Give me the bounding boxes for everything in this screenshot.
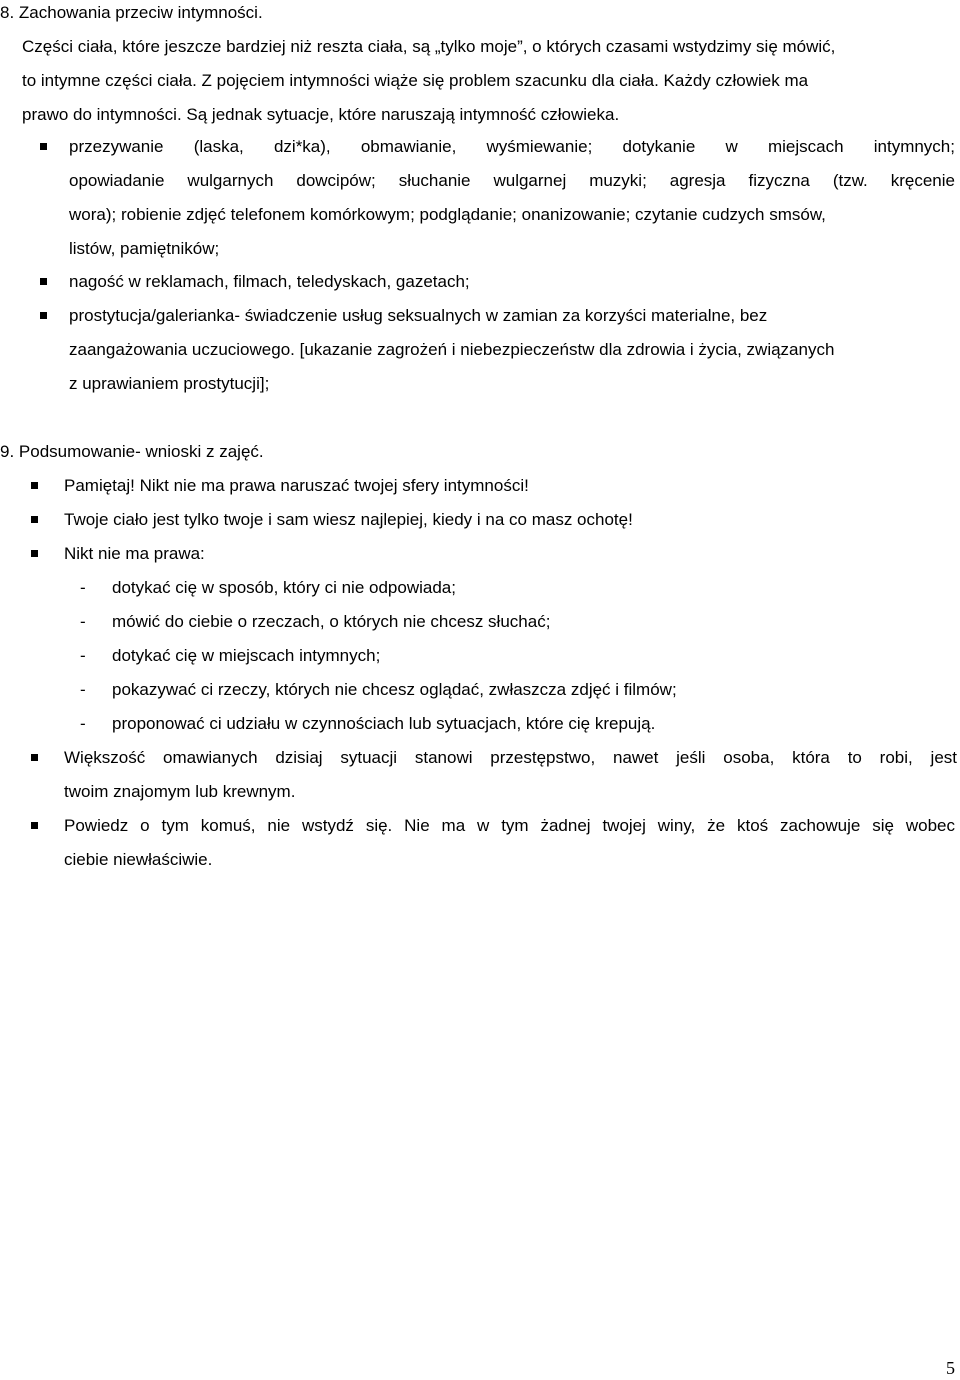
square-bullet-icon bbox=[31, 516, 38, 523]
dash-marker: - bbox=[80, 680, 86, 699]
summary-bullet-5-line: ciebie niewłaściwie. bbox=[64, 850, 213, 869]
summary-bullet-2: Twoje ciało jest tylko twoje i sam wiesz najlepiej, kiedy i na co masz ochotę! bbox=[64, 510, 633, 529]
square-bullet-icon bbox=[31, 550, 38, 557]
section-9-heading: 9. Podsumowanie- wnioski z zajęć. bbox=[0, 442, 264, 461]
square-bullet-icon bbox=[40, 278, 47, 285]
bullet-text-line: prostytucja/galerianka- świadczenie usług seksualnych w zamian za korzyści materialne, bez bbox=[69, 306, 768, 325]
dash-item-4: pokazywać ci rzeczy, których nie chcesz oglądać, zwłaszcza zdjęć i filmów; bbox=[112, 680, 677, 699]
dash-item-5: proponować ci udziału w czynnościach lub sytuacjach, które cię krepują. bbox=[112, 714, 656, 733]
summary-bullet-5-line: Powiedz o tym komuś, nie wstydź się. Nie ma w tym żadnej twojej winy, że ktoś zachowuje się wobec bbox=[64, 816, 955, 835]
dash-item-2: mówić do ciebie o rzeczach, o których nie chcesz słuchać; bbox=[112, 612, 551, 631]
bullet-text-line: zaangażowania uczuciowego. [ukazanie zagrożeń i niebezpieczeństw dla zdrowia i życia, związanych bbox=[69, 340, 835, 359]
square-bullet-icon bbox=[31, 482, 38, 489]
dash-marker: - bbox=[80, 714, 86, 733]
square-bullet-icon bbox=[40, 312, 47, 319]
dash-marker: - bbox=[80, 612, 86, 631]
summary-bullet-4-line: twoim znajomym lub krewnym. bbox=[64, 782, 296, 801]
page-number: 5 bbox=[946, 1358, 955, 1378]
dash-marker: - bbox=[80, 578, 86, 597]
bullet-text-line: nagość w reklamach, filmach, teledyskach, gazetach; bbox=[69, 272, 470, 291]
summary-bullet-1: Pamiętaj! Nikt nie ma prawa naruszać twojej sfery intymności! bbox=[64, 476, 529, 495]
dash-item-3: dotykać cię w miejscach intymnych; bbox=[112, 646, 381, 665]
dash-item-1: dotykać cię w sposób, który ci nie odpowiada; bbox=[112, 578, 456, 597]
intro-line-3: prawo do intymności. Są jednak sytuacje, które naruszają intymność człowieka. bbox=[22, 105, 620, 124]
square-bullet-icon bbox=[31, 754, 38, 761]
bullet-text-line: wora); robienie zdjęć telefonem komórkowym; podglądanie; onanizowanie; czytanie cudzych smsów, bbox=[69, 205, 826, 224]
intro-line-1: Części ciała, które jeszcze bardziej niż reszta ciała, są „tylko moje”, o których czasami wstydzimy się mówić, bbox=[22, 37, 836, 56]
square-bullet-icon bbox=[40, 143, 47, 150]
summary-bullet-4-line: Większość omawianych dzisiaj sytuacji stanowi przestępstwo, nawet jeśli osoba, która to robi, jest bbox=[64, 748, 957, 767]
bullet-text-line: z uprawianiem prostytucji]; bbox=[69, 374, 270, 393]
bullet-text-line: przezywanie (laska, dzi*ka), obmawianie, wyśmiewanie; dotykanie w miejscach intymnych; bbox=[69, 137, 955, 156]
bullet-text-line: listów, pamiętników; bbox=[69, 239, 220, 258]
square-bullet-icon bbox=[31, 822, 38, 829]
intro-line-2: to intymne części ciała. Z pojęciem intymności wiąże się problem szacunku dla ciała. Każdy człowiek ma bbox=[22, 71, 809, 90]
section-8-heading: 8. Zachowania przeciw intymności. bbox=[0, 3, 263, 22]
bullet-text-line: opowiadanie wulgarnych dowcipów; słuchanie wulgarnej muzyki; agresja fizyczna (tzw. kręcenie bbox=[69, 171, 955, 190]
summary-bullet-3: Nikt nie ma prawa: bbox=[64, 544, 205, 563]
dash-marker: - bbox=[80, 646, 86, 665]
